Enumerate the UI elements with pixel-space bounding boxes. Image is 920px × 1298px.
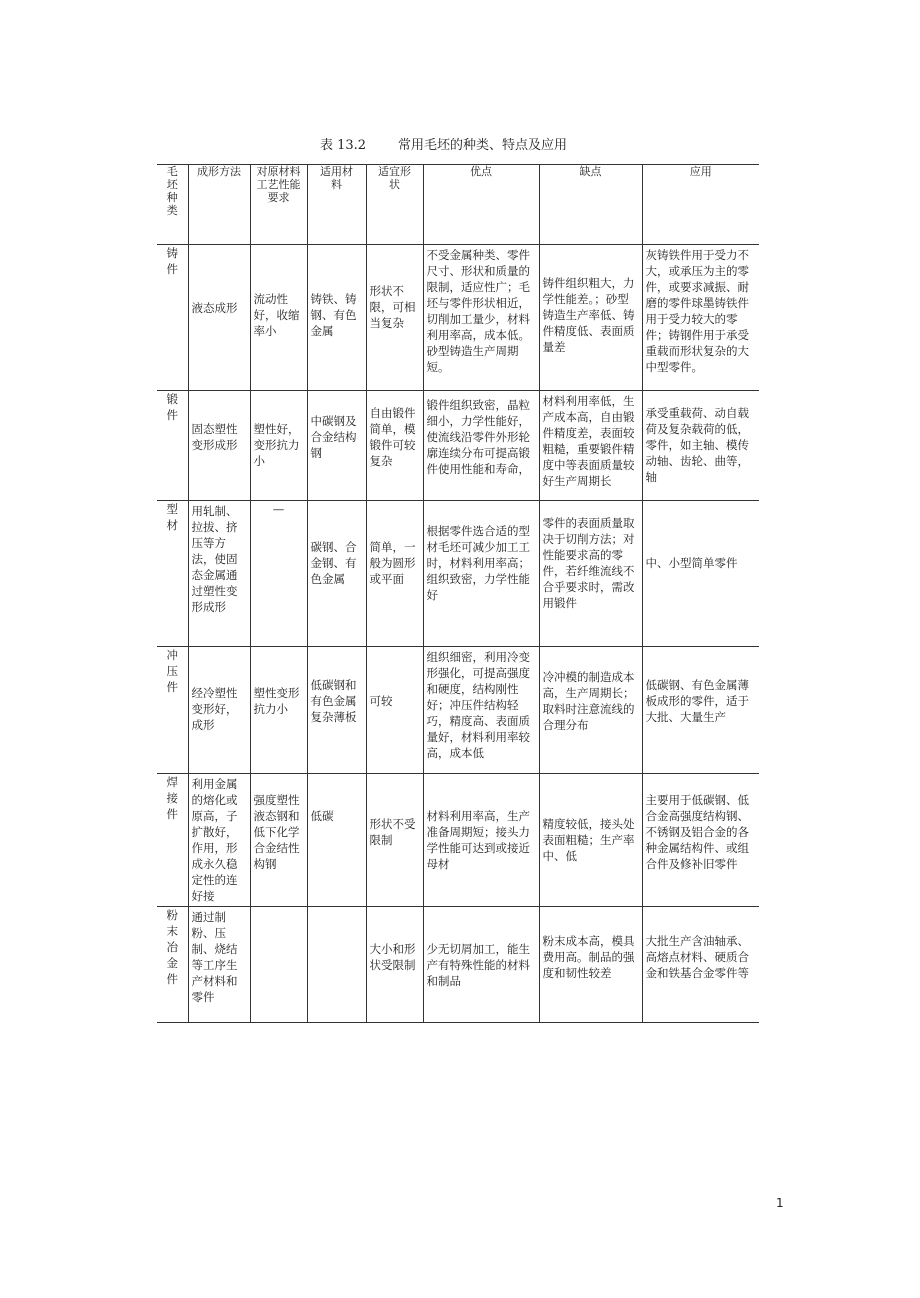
table-title: 常用毛坯的种类、特点及应用	[398, 138, 568, 153]
row-requirement: —	[272, 502, 285, 516]
row-shape: 形状不限，可相当复杂	[369, 284, 416, 330]
row-shape: 简单，一般为圆形或平面	[369, 540, 416, 586]
row-method: 液态成形	[191, 301, 238, 315]
row-pros: 少无切屑加工，能生产有特殊性能的材料和制品	[426, 942, 530, 988]
row-pros: 根据零件选合适的型材毛坯可减少加工工时，材料利用率高；组织致密，力学性能好	[426, 524, 530, 602]
row-material: 碳钢、合金钢、有色金属	[310, 540, 357, 586]
row-cons: 零件的表面质量取决于切削方法；对性能要求高的零件，若纤维流线不合乎要求时，需改用锻件	[542, 516, 635, 610]
row-method: 通过制粉、压制、烧结等工序生产材料和零件	[191, 910, 238, 1004]
row-kind: 型材	[166, 502, 178, 532]
row-requirement	[251, 907, 307, 911]
row-requirement: 塑性好，变形抗力小	[253, 422, 300, 468]
row-application: 低碳钢、有色金属薄板成形的零件，适于大批、大量生产	[645, 678, 749, 724]
row-method: 固态塑性变形成形	[191, 422, 238, 452]
row-shape: 形状不受限制	[369, 817, 416, 847]
table-row	[157, 774, 759, 907]
row-material: 低碳钢和有色金属复杂薄板	[310, 678, 357, 724]
row-kind: 冲压件	[166, 648, 178, 694]
row-requirement: 塑性变形抗力小	[253, 686, 300, 716]
row-kind: 焊接件	[166, 775, 178, 821]
header-cell: 适宜形状	[366, 165, 423, 245]
row-application: 中、小型简单零件	[645, 556, 738, 570]
header-cell: 应用	[642, 165, 759, 245]
row-application: 大批生产含油轴承、高熔点材料、硬质合金和铁基合金零件等	[645, 934, 749, 980]
row-kind: 粉末冶金件	[166, 908, 178, 986]
row-application: 灰铸铁件用于受力不大，或承压为主的零件，或要求减振、耐磨的零件球墨铸铁件用于受力较大的零件；铸钢件用于承受重载而形状复杂的大中型零件。	[645, 248, 749, 374]
blank-types-table	[157, 164, 759, 1023]
row-material: 中碳钢及合金结构钢	[310, 414, 357, 460]
table-row	[157, 245, 759, 391]
row-pros: 不受金属种类、零件尺寸、形状和质量的限制，适应性广；毛坯与零件形状相近，切削加工量少，材料利用率高，成本低。砂型铸造生产周期短。	[426, 248, 530, 374]
row-application: 主要用于低碳钢、低合金高强度结构钢、不锈钢及铝合金的各种金属结构件、或组合件及修补旧零件	[645, 793, 749, 871]
row-shape: 大小和形状受限制	[369, 942, 416, 972]
row-cons: 粉末成本高，模具费用高。制品的强度和韧性较差	[542, 934, 635, 980]
row-material: 低碳	[310, 809, 334, 823]
row-shape: 可较	[369, 694, 393, 708]
page-number: 1	[776, 1196, 784, 1210]
row-pros: 锻件组织致密，晶粒细小，力学性能好，使流线沿零件外形轮廓连续分布可提高锻件使用性能和寿命，	[426, 398, 530, 476]
header-cell: 毛坯种类	[157, 165, 188, 245]
row-kind: 铸件	[166, 246, 178, 276]
row-kind: 锻件	[166, 392, 178, 422]
row-pros: 组织细密，利用冷变形强化，可提高强度和硬度，结构刚性好；冲压件结构轻巧，精度高、表面质量好，材料利用率较高，成本低	[426, 650, 530, 760]
header-row	[157, 165, 759, 245]
row-method: 用轧制、拉拔、挤压等方法，使固态金属通过塑性变形成形	[191, 504, 238, 614]
row-shape: 自由锻件简单，模锻件可较复杂	[369, 406, 416, 468]
table-number: 表 13.2	[320, 138, 367, 153]
row-cons: 材料利用率低，生产成本高，自由锻件精度差，表面较粗糙，重要锻件精度中等表面质量较好生产周期长	[542, 394, 635, 488]
row-application: 承受重载荷、动自载荷及复杂载荷的低，零件，如主轴、模传动轴、齿轮、曲等，轴	[645, 406, 749, 484]
row-cons: 冷冲模的制造成本高，生产周期长；取料时注意流线的合理分布	[542, 670, 635, 732]
row-cons: 铸件组织粗大，力学性能差。；砂型铸造生产率低、铸件精度低、表面质量差	[542, 276, 635, 354]
header-cell: 缺点	[539, 165, 642, 245]
header-cell: 适用材料	[307, 165, 366, 245]
row-material	[308, 907, 366, 911]
table-row	[157, 391, 759, 501]
header-cell: 对原材料工艺性能要求	[250, 165, 307, 245]
row-requirement: 强度塑性液态钢和低下化学合金结性构钢	[253, 793, 300, 871]
header-cell: 成形方法	[188, 165, 250, 245]
row-requirement: 流动性好，收缩率小	[253, 292, 300, 338]
table-row	[157, 647, 759, 774]
header-cell: 优点	[423, 165, 539, 245]
table-row	[157, 501, 759, 647]
row-pros: 材料利用率高，生产准备周期短；接头力学性能可达到或接近母材	[426, 809, 530, 871]
row-material: 铸铁、铸钢、有色金属	[310, 292, 357, 338]
row-method: 利用金属的熔化或原高，子扩散好，作用，形成永久稳定性的连好接	[191, 777, 238, 903]
row-method: 经冷塑性变形好，成形	[191, 686, 238, 732]
row-cons: 精度较低，接头处表面粗糙；生产率中、低	[542, 817, 635, 863]
table-row	[157, 907, 759, 1023]
table-caption	[300, 138, 620, 154]
